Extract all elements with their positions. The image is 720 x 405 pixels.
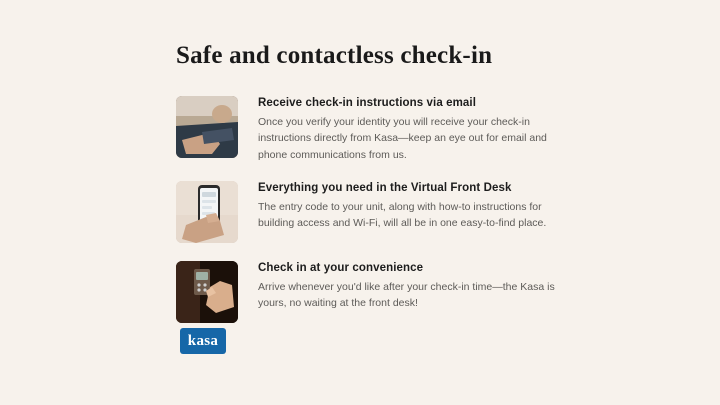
- kasa-logo-text: kasa: [187, 332, 219, 349]
- hands-typing-on-laptop-photo: [176, 96, 238, 158]
- kasa-logo: [180, 328, 226, 354]
- list-item-text: [258, 261, 558, 312]
- list-item-text: [258, 181, 558, 232]
- list-item: [176, 96, 576, 163]
- check-in-steps-list: [176, 96, 576, 341]
- list-item-body: The entry code to your unit, along with how-to instructions for building access and Wi-Fi, will all be in one easy-to-find place.: [258, 200, 547, 230]
- list-item-body: Once you verify your identity you will receive your check-in instructions directly from Kasa—keep an eye out for email and phone communications from us.: [258, 116, 547, 161]
- hand-entering-code-on-door-keypad-photo: [176, 261, 238, 323]
- list-item: [176, 181, 576, 243]
- list-item: [176, 261, 576, 323]
- list-item-title: Everything you need in the Virtual Front Desk: [258, 181, 512, 194]
- list-item-title: Check in at your convenience: [258, 261, 424, 274]
- page-title: Safe and contactless check-in: [176, 42, 493, 69]
- list-item-title: Receive check-in instructions via email: [258, 97, 477, 109]
- list-item-text: [258, 96, 558, 163]
- list-item-body: Arrive whenever you'd like after your check-in time—the Kasa is yours, no waiting at the front desk!: [258, 280, 555, 310]
- hand-holding-phone-virtual-front-desk-photo: [176, 181, 238, 243]
